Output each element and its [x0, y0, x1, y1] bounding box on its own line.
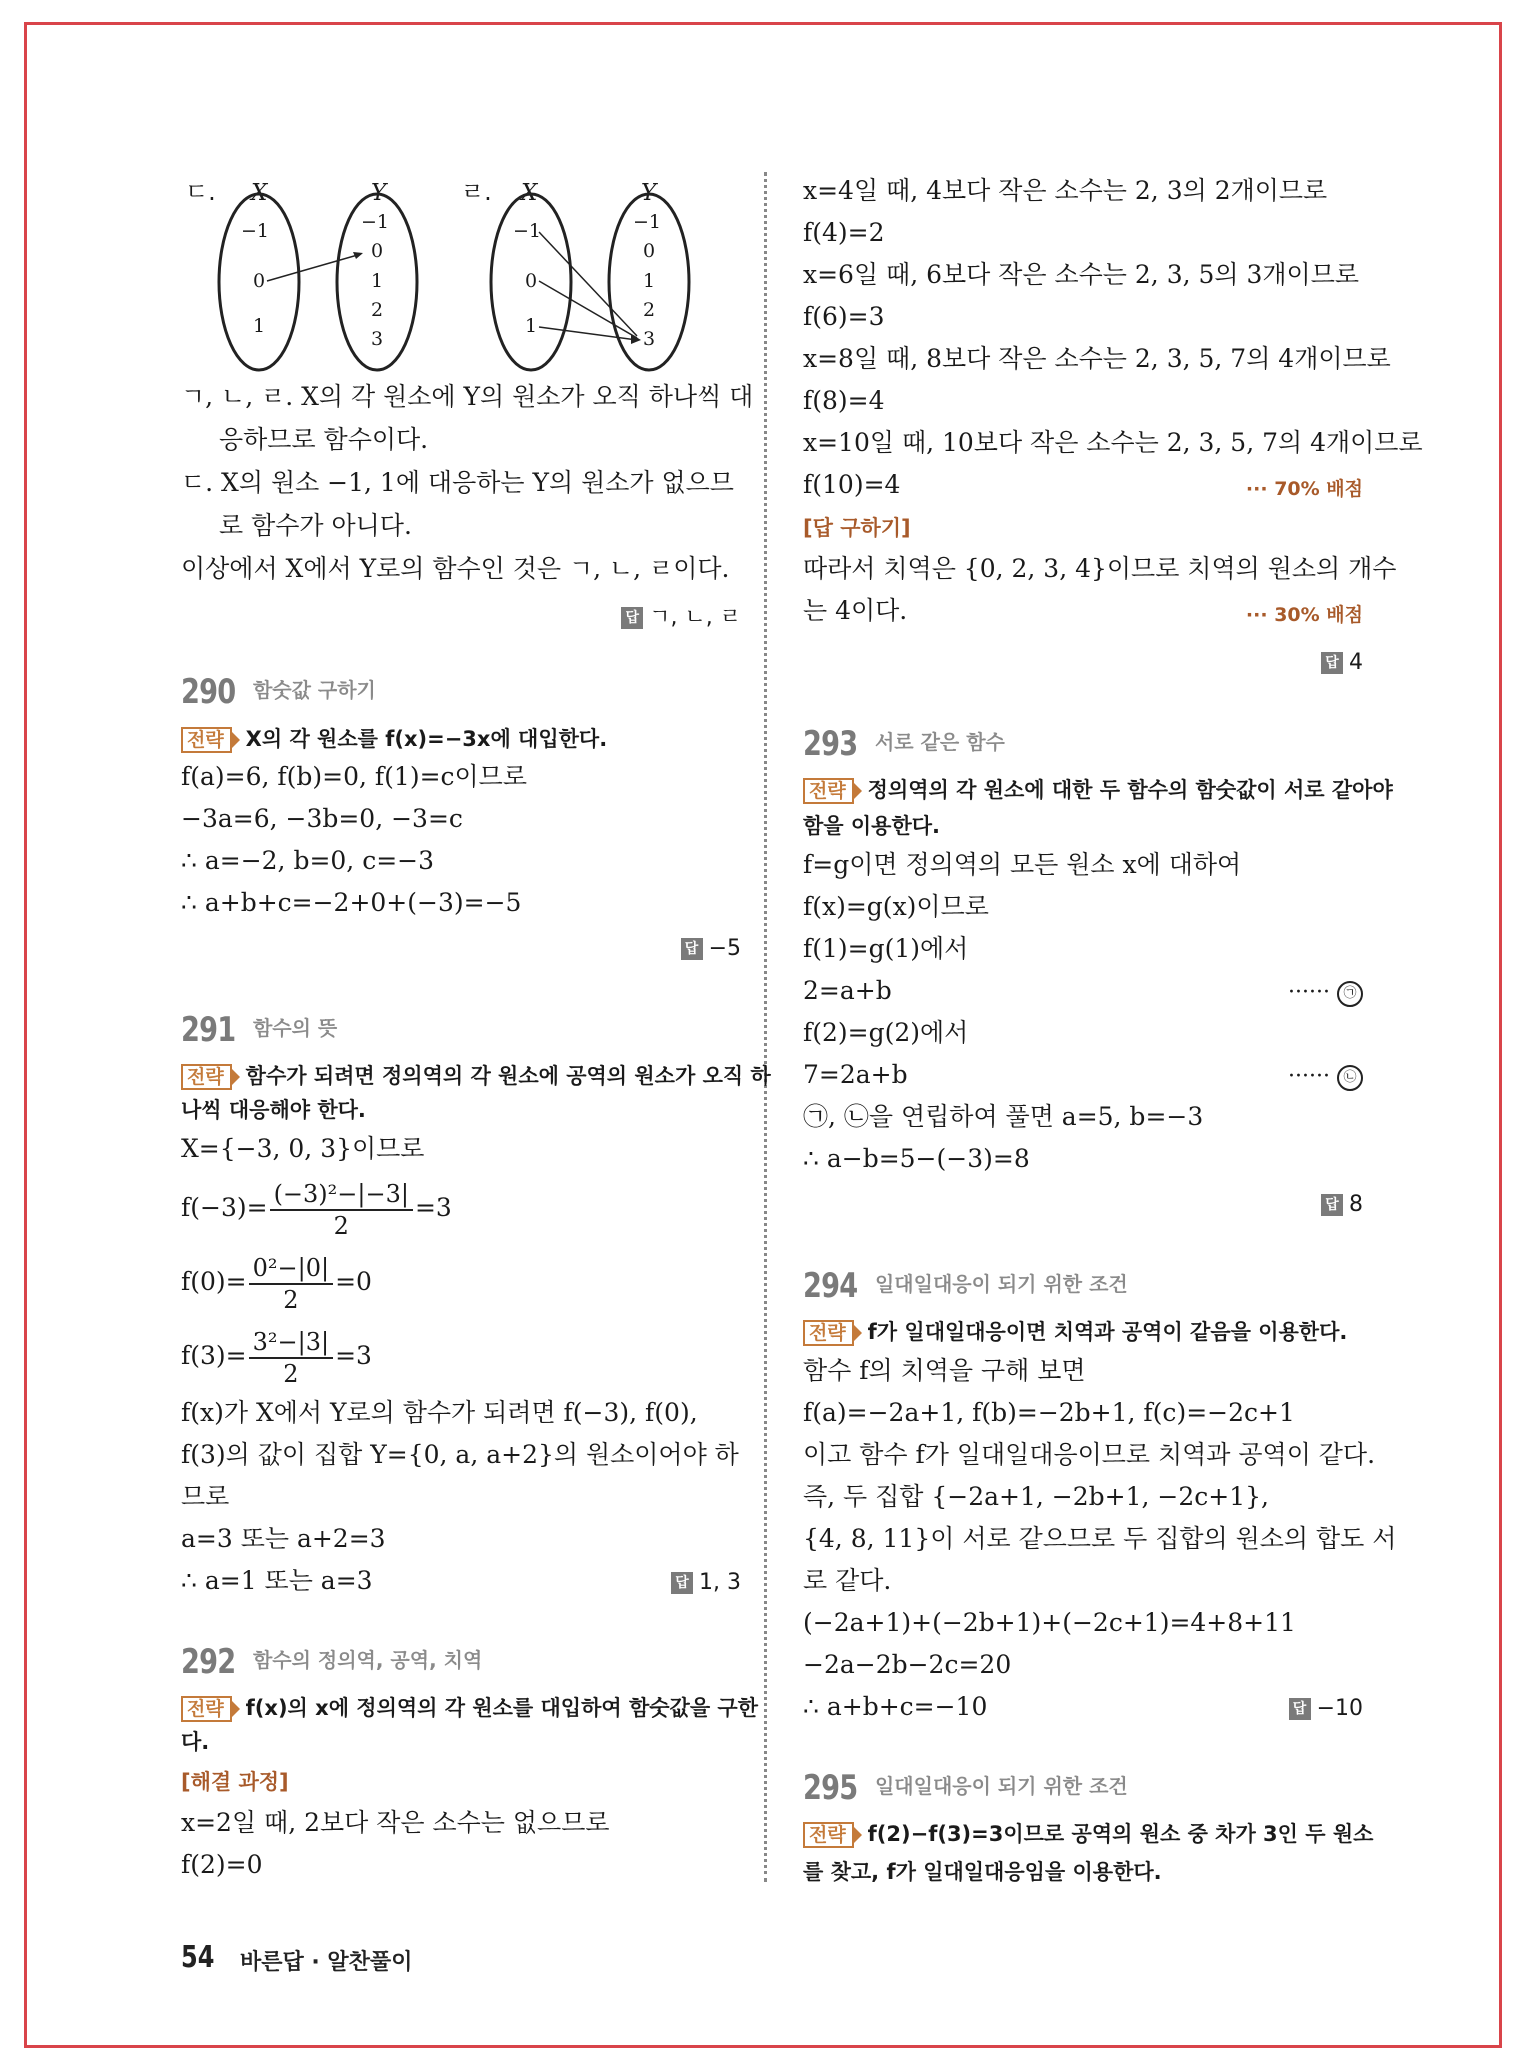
- problem-topic: 일대일대응이 되기 위한 조건: [874, 1774, 1128, 1798]
- strategy-cont: [803, 1856, 1162, 1887]
- strategy-text: 정의역의 각 원소에 대한 두 함수의 함숫값이 서로 같아야: [867, 778, 1393, 802]
- fraction-lhs: f(3)=: [181, 1341, 247, 1370]
- math-line: f=g이면 정의역의 모든 원소 x에 대하여: [803, 850, 1242, 879]
- column-divider: [764, 172, 767, 1882]
- answer-value: 4: [1349, 650, 1363, 675]
- answer: [1321, 1192, 1363, 1217]
- diagram-1-x-set: X: [251, 180, 268, 206]
- math-line: f(a)=−2a+1, f(b)=−2b+1, f(c)=−2c+1: [803, 1398, 1295, 1427]
- diagram-2-x-elem: 1: [525, 315, 538, 337]
- diagram-1-arrowhead: [353, 252, 363, 259]
- fraction-rhs: =3: [335, 1341, 372, 1370]
- problem-number: 291: [181, 1010, 236, 1050]
- process-title-text: [해결 과정]: [181, 1770, 289, 1794]
- diagram-2-y-elem: 0: [643, 240, 656, 262]
- answer-value: −5: [708, 936, 741, 961]
- numerator: 0²−|0|: [249, 1253, 333, 1285]
- fraction-lhs: f(0)=: [181, 1267, 247, 1296]
- problem-number: 290: [181, 672, 236, 712]
- answer-icon: 답: [671, 1572, 693, 1594]
- process-title: [181, 1766, 289, 1797]
- strategy-tag: 전략: [803, 778, 854, 804]
- strategy-cont: [181, 1726, 209, 1757]
- math-line: 로 같다.: [803, 1566, 892, 1595]
- answer: [671, 1570, 741, 1595]
- answer-icon: 답: [621, 607, 643, 629]
- diagram-2-x-elem: −1: [513, 220, 542, 242]
- numerator: 3²−|3|: [249, 1327, 333, 1359]
- strategy-text: 를 찾고, f가 일대일대응임을 이용한다.: [803, 1860, 1162, 1884]
- math-line: 므로: [181, 1482, 230, 1511]
- dots: ······: [1288, 1064, 1330, 1089]
- diagram-1-x-elem: 0: [253, 270, 266, 292]
- strategy: [803, 1818, 1373, 1849]
- diagram-1-arrow: [267, 254, 361, 281]
- strategy-text: f(x)의 x에 정의역의 각 원소를 대입하여 함숫값을 구한: [245, 1696, 758, 1720]
- answer-icon: 답: [1289, 1698, 1311, 1720]
- strategy-tag: 전략: [181, 727, 232, 753]
- answer: [681, 936, 741, 961]
- strategy: [181, 723, 607, 754]
- problem-293-header: [803, 724, 1005, 764]
- math-line: ∴ a−b=5−(−3)=8: [803, 1144, 1030, 1173]
- problem-number: 293: [803, 724, 858, 764]
- strategy-cont: [181, 1094, 366, 1125]
- math-line: 함수 f의 치역을 구해 보면: [803, 1356, 1086, 1385]
- denominator: 2: [283, 1285, 299, 1314]
- math-line: f(x)=g(x)이므로: [803, 892, 989, 921]
- math-line: f(4)=2: [803, 218, 885, 247]
- equation-mark: [1288, 1064, 1363, 1091]
- answer-value: 1, 3: [699, 1570, 741, 1595]
- fraction-rhs: =0: [335, 1267, 372, 1296]
- strategy-text: X의 각 원소를 f(x)=−3x에 대입한다.: [245, 727, 608, 751]
- problem-number: 292: [181, 1642, 236, 1682]
- math-line: f(3)의 값이 집합 Y={0, a, a+2}의 원소이어야 하: [181, 1440, 739, 1469]
- page-number: 54: [181, 1940, 215, 1975]
- answer-title-text: [답 구하기]: [803, 516, 911, 540]
- fraction-line: [181, 1178, 452, 1241]
- problem-number: 295: [803, 1768, 858, 1808]
- text-line: ㄷ. X의 원소 −1, 1에 대응하는 Y의 원소가 없으므: [181, 468, 734, 497]
- math-line: ∴ a+b+c=−2+0+(−3)=−5: [181, 888, 522, 917]
- fraction-line: [181, 1326, 372, 1389]
- text-line: ㄱ, ㄴ, ㄹ. X의 각 원소에 Y의 원소가 오직 하나씩 대: [181, 382, 754, 411]
- answer-value: 8: [1349, 1192, 1363, 1217]
- diagram-1-x-elem: 1: [253, 315, 266, 337]
- diagram-2-x-set: X: [521, 180, 538, 206]
- strategy-text: f(2)−f(3)=3이므로 공역의 원소 중 차가 3인 두 원소: [867, 1822, 1374, 1846]
- math-line: X={−3, 0, 3}이므로: [181, 1134, 425, 1163]
- fraction-rhs: =3: [414, 1193, 452, 1222]
- math-line: {4, 8, 11}이 서로 같으므로 두 집합의 원소의 합도 서: [803, 1524, 1397, 1553]
- diagram-2-y-elem: 2: [643, 299, 656, 321]
- circled-label-icon: ㉠: [1337, 981, 1363, 1007]
- math-line: ㉠, ㉡을 연립하여 풀면 a=5, b=−3: [803, 1102, 1204, 1131]
- strategy: [803, 774, 1393, 805]
- numerator: (−3)²−|−3|: [270, 1179, 413, 1211]
- math-line: x=4일 때, 4보다 작은 소수는 2, 3의 2개이므로: [803, 176, 1328, 205]
- diagram-1-y-elem: 3: [371, 328, 384, 350]
- diagram-2-y-elem: 3: [643, 328, 656, 350]
- problem-topic: 함수의 정의역, 공역, 치역: [252, 1648, 483, 1672]
- problem-292-header: [181, 1642, 482, 1682]
- text-line: 이상에서 X에서 Y로의 함수인 것은 ㄱ, ㄴ, ㄹ이다.: [181, 554, 730, 583]
- strategy-cont: [803, 810, 940, 841]
- answer-value: −10: [1316, 1696, 1363, 1721]
- math-line: f(x)가 X에서 Y로의 함수가 되려면 f(−3), f(0),: [181, 1398, 698, 1427]
- diagram-1-y-elem: 2: [371, 299, 384, 321]
- math-line: f(2)=0: [181, 1850, 263, 1879]
- problem-topic: 함숫값 구하기: [252, 678, 376, 702]
- problem-topic: 함수의 뜻: [252, 1016, 338, 1040]
- answer-icon: 답: [1321, 1194, 1343, 1216]
- diagram-1-x-elem: −1: [241, 220, 270, 242]
- diagram-1-y-elem: 0: [371, 240, 384, 262]
- problem-290-header: [181, 672, 376, 712]
- math-line: x=8일 때, 8보다 작은 소수는 2, 3, 5, 7의 4개이므로: [803, 344, 1391, 373]
- math-line: f(a)=6, f(b)=0, f(1)=c이므로: [181, 762, 527, 791]
- math-line: f(1)=g(1)에서: [803, 934, 969, 963]
- math-line: 2=a+b: [803, 976, 892, 1005]
- math-line: f(10)=4: [803, 470, 901, 499]
- strategy-text: 함을 이용한다.: [803, 814, 941, 838]
- math-line: x=6일 때, 6보다 작은 소수는 2, 3, 5의 3개이므로: [803, 260, 1359, 289]
- diagram-2-arrow: [539, 232, 637, 336]
- fraction: [249, 1253, 333, 1315]
- strategy-tag: 전략: [181, 1696, 232, 1722]
- mapping-diagrams: [181, 170, 741, 380]
- book-title: 바른답 · 알찬풀이: [240, 1950, 413, 1975]
- diagram-2-x-elem: 0: [525, 270, 538, 292]
- circled-label-icon: ㉡: [1337, 1065, 1363, 1091]
- answer-value: ㄱ, ㄴ, ㄹ: [649, 605, 741, 630]
- math-line: x=2일 때, 2보다 작은 소수는 없으므로: [181, 1808, 610, 1837]
- diagram-2-label: ㄹ.: [461, 178, 492, 206]
- strategy-text: 함수가 되려면 정의역의 각 원소에 공역의 원소가 오직 하: [245, 1064, 771, 1088]
- dots: ······: [1288, 980, 1330, 1005]
- math-line: (−2a+1)+(−2b+1)+(−2c+1)=4+8+11: [803, 1608, 1296, 1637]
- text-line: 응하므로 함수이다.: [219, 425, 429, 454]
- math-line: x=10일 때, 10보다 작은 소수는 2, 3, 5, 7의 4개이므로: [803, 428, 1423, 457]
- strategy-tag: 전략: [803, 1320, 854, 1346]
- problem-295-header: [803, 1768, 1128, 1808]
- math-line: 따라서 치역은 {0, 2, 3, 4}이므로 치역의 원소의 개수: [803, 554, 1397, 583]
- math-line: 이고 함수 f가 일대일대응이므로 치역과 공역이 같다.: [803, 1440, 1376, 1469]
- problem-topic: 서로 같은 함수: [874, 730, 1005, 754]
- math-line: −3a=6, −3b=0, −3=c: [181, 804, 463, 833]
- text-line: 로 함수가 아니다.: [219, 511, 412, 540]
- score-note: ··· 30% 배점: [1245, 604, 1363, 626]
- diagram-2-y-elem: −1: [633, 211, 662, 233]
- math-line: 는 4이다.: [803, 596, 908, 625]
- answer: [1289, 1696, 1363, 1721]
- problem-number: 294: [803, 1266, 858, 1306]
- math-line: −2a−2b−2c=20: [803, 1650, 1012, 1679]
- math-line: 7=2a+b: [803, 1060, 908, 1089]
- strategy-tag: 전략: [181, 1064, 232, 1090]
- answer-title: [803, 512, 911, 543]
- denominator: 2: [333, 1211, 349, 1240]
- denominator: 2: [283, 1359, 299, 1388]
- math-line: 즉, 두 집합 {−2a+1, −2b+1, −2c+1},: [803, 1482, 1269, 1511]
- answer: [1321, 650, 1363, 675]
- strategy-text: f가 일대일대응이면 치역과 공역이 같음을 이용한다.: [867, 1320, 1348, 1344]
- problem-291-header: [181, 1010, 337, 1050]
- strategy: [181, 1692, 758, 1723]
- math-line: f(2)=g(2)에서: [803, 1018, 969, 1047]
- diagram-1-y-elem: 1: [371, 270, 384, 292]
- diagram-1-y-elem: −1: [361, 211, 390, 233]
- math-line: a=3 또는 a+2=3: [181, 1524, 386, 1553]
- score-note: ··· 70% 배점: [1245, 478, 1363, 500]
- fraction: [249, 1327, 333, 1389]
- answer-icon: 답: [1321, 652, 1343, 674]
- diagram-2-y-elem: 1: [643, 270, 656, 292]
- problem-294-header: [803, 1266, 1128, 1306]
- math-line: f(8)=4: [803, 386, 885, 415]
- fraction-line: [181, 1252, 372, 1315]
- strategy: [803, 1316, 1347, 1347]
- answer-icon: 답: [681, 938, 703, 960]
- strategy-text: 나씩 대응해야 한다.: [181, 1098, 366, 1122]
- problem-topic: 일대일대응이 되기 위한 조건: [874, 1272, 1128, 1296]
- strategy-text: 다.: [181, 1730, 210, 1754]
- answer: [621, 600, 741, 631]
- math-line: ∴ a=1 또는 a=3: [181, 1566, 373, 1595]
- fraction-lhs: f(−3)=: [181, 1193, 268, 1222]
- math-line: ∴ a=−2, b=0, c=−3: [181, 846, 435, 875]
- math-line: f(6)=3: [803, 302, 885, 331]
- strategy-tag: 전략: [803, 1822, 854, 1848]
- fraction: [270, 1179, 413, 1241]
- equation-mark: [1288, 980, 1363, 1007]
- diagram-1-label: ㄷ.: [185, 178, 216, 206]
- diagram-1-y-set: Y: [371, 180, 387, 206]
- diagram-2-y-set: Y: [641, 180, 657, 206]
- strategy: [181, 1060, 771, 1091]
- math-line: ∴ a+b+c=−10: [803, 1692, 988, 1721]
